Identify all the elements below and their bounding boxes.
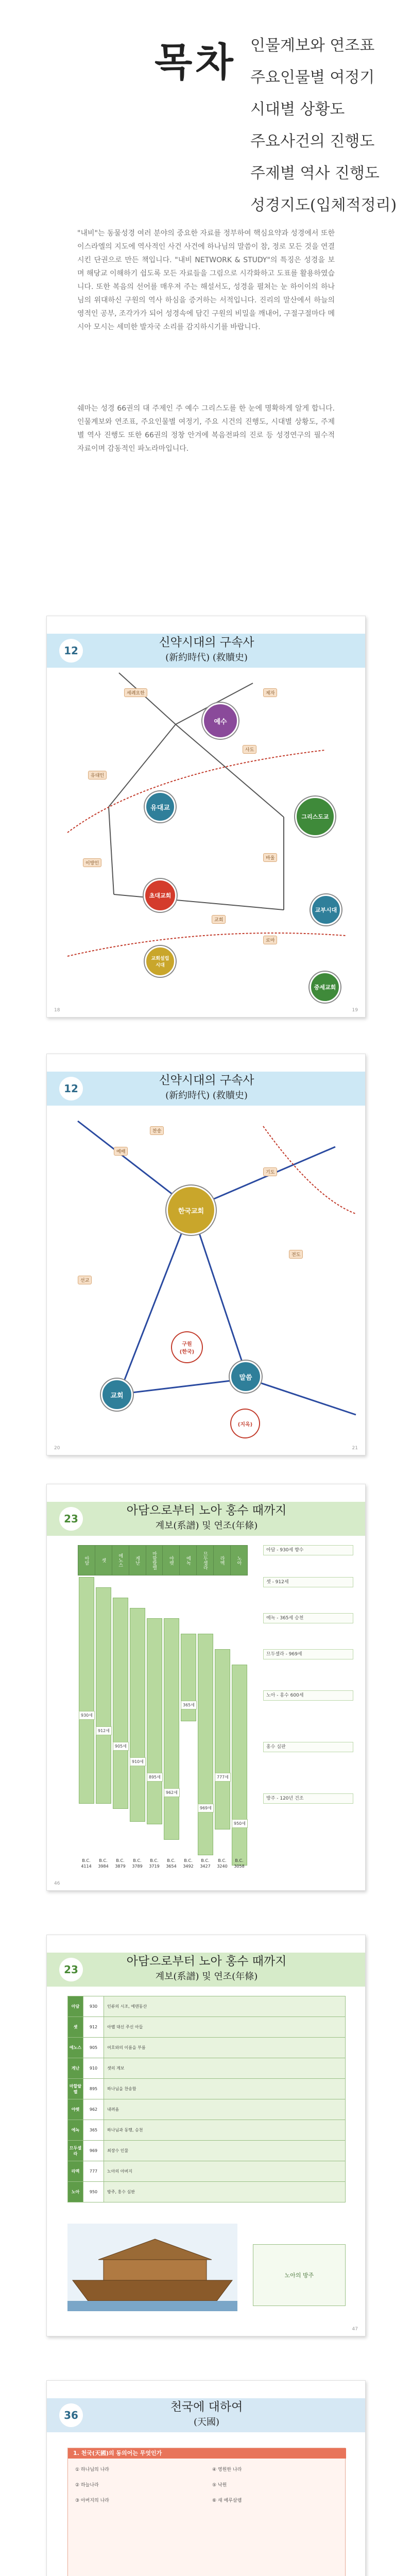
heaven-section <box>67 2448 346 2576</box>
year-label: B.C. 3492 <box>183 1858 194 1869</box>
age-label: 895세 <box>147 1773 163 1782</box>
table-row <box>68 2017 346 2038</box>
network-diagram <box>47 1106 366 1446</box>
folio-right: 21 <box>352 1446 358 1451</box>
table-of-contents <box>0 0 412 608</box>
year-label: B.C. 3654 <box>166 1858 177 1869</box>
year-label: B.C. 3984 <box>98 1858 109 1869</box>
map-tag: 유대인 <box>88 771 107 779</box>
node-church-founding: 교회설립 시대 <box>145 946 176 977</box>
table-cell: 아담 <box>68 1996 83 2017</box>
genealogy-header: 셋 <box>95 1546 112 1575</box>
section-item: ② 하늘나라 <box>75 2483 99 2488</box>
page-number-badge: 23 <box>59 1958 83 1981</box>
page-spread-23a <box>46 1484 366 1891</box>
genealogy-header-row <box>78 1545 248 1575</box>
table-cell: 하나님과 동행, 승천 <box>104 2120 346 2141</box>
table-cell: 962 <box>83 2099 104 2120</box>
year-label: B.C. 3879 <box>115 1858 126 1869</box>
age-label: 950세 <box>232 1819 248 1828</box>
age-label: 365세 <box>181 1701 197 1709</box>
map-tag: 사도 <box>243 745 256 754</box>
section-item: ④ 영원한 나라 <box>212 2467 242 2472</box>
page-title-sub: (新約時代) (救贖史) <box>165 652 248 663</box>
table-cell: 게난 <box>68 2058 83 2079</box>
genealogy-header: 아담 <box>78 1546 95 1575</box>
table-row <box>68 2182 346 2202</box>
toc-item[interactable]: 시대별 상황도 <box>250 100 345 118</box>
page-spread-12a <box>46 616 366 1018</box>
lifespan-bar <box>147 1618 162 1824</box>
lifespan-bar <box>164 1618 179 1840</box>
map-tag: 바울 <box>263 853 277 862</box>
table-cell: 마할랄렐 <box>68 2079 83 2099</box>
page-title-main: 신약시대의 구속사 <box>159 636 254 649</box>
age-label: 930세 <box>79 1711 95 1720</box>
intro-paragraph: "내비"는 동물성경 여러 분야의 중요한 자료를 정부하여 핵심요약과 성경에서 또한 이스라엘의 지도에 역사적인 사건 사건에 하나님의 말씀이 참, 정로 모든 것을 연결시킨 단권으로 만든 책입니다. "내비 NETWORK & STUDY"의 특징은 성경을 보며 해당교 이해하기 쉽도록 모든 자료들을 그림으로 시각화하고 도표를 활용하였습니다. 또한 복음의 선어를 매우져 주는 해설서도, 성경을 펼쳐는 눈 하이이의 하나님의 위대하신 구원의 역사 하심을 증거하는 서적입니다. 진리의 말산에서 하늘의 영적인 공부, 조각가가 되어 성경속에 담긴 구원의 비밀을 깨내어, 구절구절마다 메시아 모시는 세미한 발자국 소리를 감지하시기를 바랍니다. <box>77 229 335 331</box>
table-cell: 므두셀라 <box>68 2141 83 2161</box>
section-item: ⑤ 낙원 <box>212 2483 227 2488</box>
toc-list <box>250 30 397 222</box>
table-cell: 셋의 계보 <box>104 2058 346 2079</box>
table-cell: 노아의 아버지 <box>104 2161 346 2182</box>
table-cell: 969 <box>83 2141 104 2161</box>
node-salvation: 구원 (한국) <box>172 1332 202 1362</box>
table-row <box>68 2079 346 2099</box>
page-number-badge: 36 <box>59 2403 83 2427</box>
page-title <box>47 2399 366 2430</box>
page-title-sub: 계보(系譜) 및 연조(年條) <box>155 1971 258 1982</box>
age-label: 962세 <box>164 1788 180 1797</box>
lifespan-bar <box>79 1577 94 1804</box>
table-row <box>68 2038 346 2058</box>
map-tag: 세례요한 <box>124 688 147 697</box>
map-tag: 로마 <box>263 936 277 944</box>
folio-left: 20 <box>54 1446 60 1451</box>
page-title-main: 아담으로부터 노아 홍수 때까지 <box>126 1504 287 1517</box>
lifespan-bar <box>96 1587 111 1804</box>
table-cell: 노아 <box>68 2182 83 2202</box>
section-item: ③ 아버지의 나라 <box>75 2498 109 2503</box>
table-row <box>68 2058 346 2079</box>
genealogy-header: 야렛 <box>163 1546 180 1575</box>
toc-item[interactable]: 주제별 역사 진행도 <box>250 164 380 182</box>
map-tag: 찬송 <box>150 1126 164 1135</box>
folio-left: 18 <box>54 1008 60 1013</box>
table-cell: 910 <box>83 2058 104 2079</box>
table-cell: 895 <box>83 2079 104 2099</box>
page-title-sub: (新約時代) (救贖史) <box>165 1090 248 1101</box>
page-spread-12b <box>46 1054 366 1455</box>
map-tag: 제자 <box>263 688 277 697</box>
age-label: 777세 <box>215 1773 231 1782</box>
age-label: 969세 <box>198 1804 214 1812</box>
page-title-sub: 계보(系譜) 및 연조(年條) <box>155 1520 258 1531</box>
section-item: ① 하나님의 나라 <box>75 2467 109 2472</box>
genealogy-table <box>67 1996 346 2202</box>
node-medieval: 중세교회 <box>310 972 340 1003</box>
table-cell: 야렛 <box>68 2099 83 2120</box>
table-cell: 에노스 <box>68 2038 83 2058</box>
table-cell: 912 <box>83 2017 104 2038</box>
side-note: 에녹 - 365세 승천 <box>263 1613 353 1623</box>
map-tag: 교회 <box>212 915 226 924</box>
table-cell: 930 <box>83 1996 104 2017</box>
section-item: ⑥ 새 예루살렘 <box>212 2498 242 2503</box>
side-note: 노아 - 홍수 600세 <box>263 1690 353 1701</box>
genealogy-header: 므두셀라 <box>197 1546 214 1575</box>
section-heading: 1. 천국(天國)의 동의어는 무엇인가 <box>68 2448 346 2459</box>
genealogy-header: 에노스 <box>112 1546 129 1575</box>
table-row <box>68 1996 346 2017</box>
toc-item[interactable]: 주요인물별 여정기 <box>250 69 375 87</box>
table-cell: 여호와의 이름을 부름 <box>104 2038 346 2058</box>
year-label: B.C. 4114 <box>81 1858 92 1869</box>
year-label: B.C. 3058 <box>234 1858 245 1869</box>
side-note: 아담 - 930세 향수 <box>263 1545 353 1555</box>
table-cell: 하나님을 찬송함 <box>104 2079 346 2099</box>
genealogy-header: 라멕 <box>214 1546 231 1575</box>
toc-item[interactable]: 인물계보와 연조표 <box>250 37 375 55</box>
genealogy-header: 마할랄렐 <box>146 1546 163 1575</box>
intro-paragraph: 쉐마는 성경 66권의 대 주제인 주 예수 그리스도를 한 눈에 명확하게 알게 합니다. 인물계보와 연조표, 주요인물별 여정기, 주요 시건의 진행도, 시대별 상황도, 주제별 역사 진행도 또한 66권의 정창 안겨에 복음전파의 진로 등 성경연구의 필수적 자료이며 감동적인 파노라마입니다. <box>77 404 335 453</box>
side-note: 셋 - 912세 <box>263 1577 353 1587</box>
year-label: B.C. 3240 <box>217 1858 228 1869</box>
table-cell: 950 <box>83 2182 104 2202</box>
table-cell: 에녹 <box>68 2120 83 2141</box>
folio-left: 46 <box>54 1881 60 1886</box>
node-word: 말씀 <box>230 1361 262 1393</box>
table-cell: 최장수 인물 <box>104 2141 346 2161</box>
folio-right: 47 <box>352 2327 358 2332</box>
page-title <box>47 635 366 666</box>
page-spread-23b <box>46 1935 366 2336</box>
genealogy-header: 에녹 <box>180 1546 197 1575</box>
page-title <box>47 1954 366 1985</box>
side-note: 방주 - 120년 건조 <box>263 1793 353 1804</box>
page-title <box>47 1503 366 1534</box>
node-christianity: 그리스도교 <box>295 796 335 837</box>
lifespan-bar <box>130 1608 145 1822</box>
page-title-sub: (天國) <box>193 2417 220 2428</box>
node-hell: (지옥) <box>231 1410 259 1437</box>
folio-right: 19 <box>352 1008 358 1013</box>
page-36 <box>46 2380 366 2576</box>
node-church: 교회 <box>101 1379 133 1411</box>
table-row <box>68 2161 346 2182</box>
map-tag: 선교 <box>78 1276 92 1284</box>
table-cell: 내려옴 <box>104 2099 346 2120</box>
genealogy-header: 노아 <box>231 1546 248 1575</box>
page-title-main: 천국에 대하여 <box>170 2400 243 2414</box>
table-cell: 905 <box>83 2038 104 2058</box>
table-row <box>68 2120 346 2141</box>
table-cell: 방주, 홍수 심판 <box>104 2182 346 2202</box>
lifespan-bar <box>113 1598 128 1809</box>
toc-item[interactable]: 성경지도(입체적정리) <box>250 196 397 214</box>
table-cell: 인류의 시조, 에덴동산 <box>104 1996 346 2017</box>
toc-title: 목차 <box>154 39 236 85</box>
lifespan-bar <box>215 1649 230 1829</box>
lifespan-bar <box>232 1665 247 1866</box>
map-tag: 전도 <box>289 1250 303 1259</box>
table-cell: 777 <box>83 2161 104 2182</box>
page-title-main: 아담으로부터 노아 홍수 때까지 <box>126 1955 287 1968</box>
map-tag: 예배 <box>114 1147 128 1156</box>
age-label: 910세 <box>130 1757 146 1766</box>
page-title <box>47 1073 366 1104</box>
page-number-badge: 23 <box>59 1507 83 1531</box>
node-early-church: 초대교회 <box>144 879 177 912</box>
table-cell: 아벨 대신 주신 아들 <box>104 2017 346 2038</box>
year-label: B.C. 3427 <box>200 1858 211 1869</box>
node-korean-church: 한국교회 <box>166 1185 216 1235</box>
ark-illustration <box>67 2224 237 2311</box>
side-note: 므두셀라 - 969세 <box>263 1649 353 1659</box>
side-note: 홍수 심판 <box>263 1742 353 1752</box>
table-cell: 365 <box>83 2120 104 2141</box>
table-row <box>68 2141 346 2161</box>
genealogy-header: 게난 <box>129 1546 146 1575</box>
year-label: B.C. 3789 <box>132 1858 143 1869</box>
lifespan-bar <box>198 1634 213 1855</box>
node-judaism: 유대교 <box>145 791 176 822</box>
map-tag: 기도 <box>263 1167 277 1176</box>
page-title-main: 신약시대의 구속사 <box>159 1074 254 1087</box>
node-jesus: 예수 <box>202 703 238 739</box>
year-label: B.C. 3719 <box>149 1858 160 1869</box>
ark-label: 노아의 방주 <box>253 2244 346 2306</box>
table-row <box>68 2099 346 2120</box>
map-tag: 이방인 <box>83 858 101 867</box>
table-cell: 셋 <box>68 2017 83 2038</box>
page-number-badge: 12 <box>59 1077 83 1100</box>
toc-item[interactable]: 주요사건의 진행도 <box>250 132 375 150</box>
page-number-badge: 12 <box>59 639 83 663</box>
table-cell: 라멕 <box>68 2161 83 2182</box>
age-label: 912세 <box>96 1726 112 1735</box>
age-label: 905세 <box>113 1742 129 1751</box>
node-patristic: 교부시대 <box>311 894 341 925</box>
